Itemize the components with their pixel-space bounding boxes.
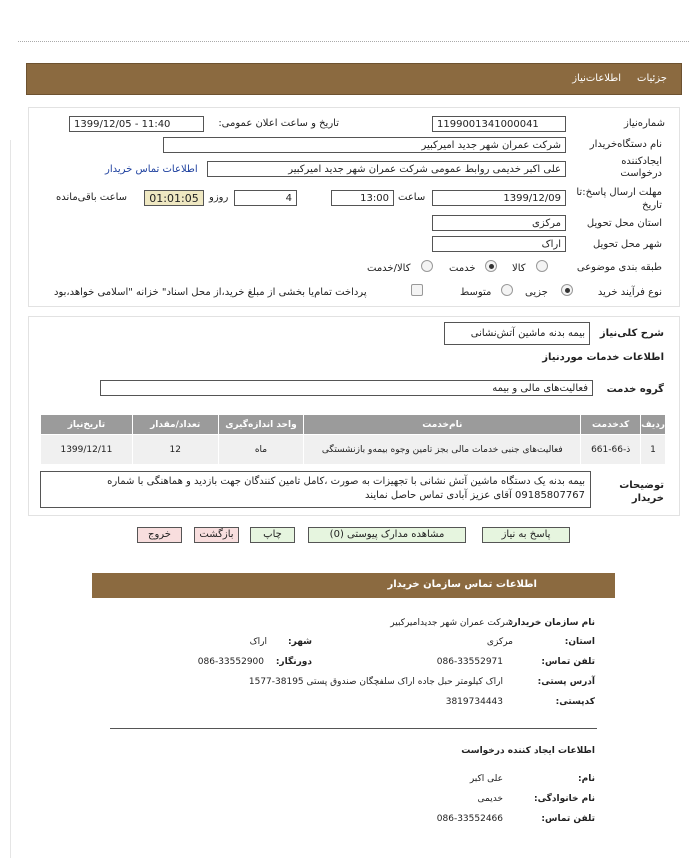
treasury-payment-checkbox[interactable]	[411, 284, 423, 296]
org-province-label: استان:	[564, 637, 595, 647]
org-city-value: اراک	[249, 637, 267, 647]
process-partial-label: جزیی	[525, 287, 548, 298]
province-field[interactable]: مرکزی	[432, 215, 566, 231]
buyer-name-field[interactable]: شرکت عمران شهر جدید امیرکبیر	[163, 137, 566, 153]
cell-quantity: 12	[132, 435, 218, 465]
need-number-field[interactable]: 1199001341000041	[432, 116, 566, 132]
buyer-name-label: نام دستگاه‌خریدار	[589, 139, 662, 150]
category-goods-label: کالا	[512, 263, 526, 274]
need-summary-field[interactable]: بیمه بدنه ماشین آتش‌نشانی	[444, 322, 590, 345]
remaining-time-display: 01:01:05	[144, 190, 204, 206]
table-row[interactable]	[41, 435, 666, 465]
org-city-label: شهر:	[288, 637, 312, 647]
left-border	[10, 140, 11, 858]
process-medium-label: متوسط	[460, 287, 492, 298]
deadline-label: مهلت ارسال پاسخ:تا	[576, 187, 662, 198]
deadline-time-field[interactable]: 13:00	[331, 190, 394, 206]
creator-last-name-value: خدیمی	[477, 794, 503, 804]
creator-label-2: درخواست	[620, 168, 662, 179]
org-contact-title: اطلاعات تماس سازمان خریدار	[387, 579, 537, 590]
org-postal-value: 3819734443	[445, 697, 503, 707]
col-need-date: تاریخ‌نیاز	[41, 415, 133, 435]
services-title: اطلاعات خدمات موردنیاز	[542, 352, 664, 363]
org-address-value: اراک کیلومتر حبل جاده اراک سلفچگان صندوق پستی 38195-1577	[248, 677, 503, 687]
buyer-notes-box	[40, 471, 591, 508]
deadline-date-field[interactable]: 1399/12/09	[432, 190, 566, 206]
buyer-contact-link[interactable]: اطلاعات تماس خریدار	[105, 164, 198, 175]
org-phone-value: 086-33552971	[436, 657, 503, 667]
org-fax-label: دورنگار:	[275, 657, 312, 667]
creator-label: ایجادکننده	[621, 156, 662, 167]
cell-code: ذ-66-661	[581, 435, 641, 465]
service-group-label: گروه خدمت	[606, 384, 664, 395]
table-header-row	[41, 415, 666, 435]
exit-button[interactable]: خروج	[137, 527, 182, 543]
category-goods-service-radio[interactable]	[421, 260, 433, 272]
remaining-time-label: ساعت باقی‌مانده	[56, 192, 128, 203]
view-attachments-button[interactable]: مشاهده مدارک پیوستی (0)	[308, 527, 466, 543]
creator-field[interactable]: علی اکبر خدیمی روابط عمومی شرکت عمران شهر جدید امیرکبیر	[207, 161, 566, 177]
org-phone-label: تلفن تماس:	[541, 657, 595, 667]
process-partial-radio[interactable]	[561, 284, 573, 296]
category-label: طبقه بندی موضوعی	[576, 262, 662, 273]
cell-row: 1	[641, 435, 666, 465]
col-service-name: نام‌خدمت	[304, 415, 581, 435]
cell-need-date: 1399/12/11	[41, 435, 133, 465]
org-fax-value: 086-33552900	[197, 657, 264, 667]
top-divider	[18, 41, 689, 42]
province-label: استان محل تحویل	[586, 218, 662, 229]
reply-button[interactable]: پاسخ به نیاز	[482, 527, 570, 543]
org-address-label: آدرس پستی:	[537, 677, 595, 687]
org-contact-header	[92, 573, 615, 598]
buyer-notes-label-2: خریدار	[631, 493, 664, 504]
service-group-field[interactable]: فعالیت‌های مالی و بیمه	[100, 380, 593, 396]
city-label: شهر محل تحویل	[592, 239, 662, 250]
need-summary-label: شرح کلی‌نیاز	[599, 328, 664, 339]
col-row: ردیف	[641, 415, 666, 435]
creator-first-name-label: نام:	[578, 774, 595, 784]
org-name-value: شرکت عمران شهر جدیدامیرکبیر	[390, 618, 513, 628]
creator-first-name-value: علی اکبر	[469, 774, 503, 784]
announce-datetime-field[interactable]: 1399/12/05 - 11:40	[69, 116, 204, 132]
creator-last-name-label: نام خانوادگی:	[533, 794, 595, 804]
city-field[interactable]: اراک	[432, 236, 566, 252]
announce-label: تاریخ و ساعت اعلان عمومی:	[218, 118, 339, 129]
creator-info-title: اطلاعات ایجاد کننده درخواست	[461, 746, 595, 756]
back-button[interactable]: بازگشت	[194, 527, 239, 543]
tab-details[interactable]: جزئیات	[637, 73, 667, 84]
buyer-notes-line-2: 09185807767 آقای عزیز آبادی تماس حاصل نمایند	[365, 490, 585, 501]
cell-service-name: فعالیت‌های جنبی خدمات مالی بجز تامین وجوه بیمه‌و بازنشستگی	[304, 435, 581, 465]
section-divider	[110, 728, 597, 729]
cell-unit: ماه	[218, 435, 304, 465]
category-service-label: خدمت	[449, 263, 476, 274]
process-medium-radio[interactable]	[501, 284, 513, 296]
org-province-value: مرکزی	[486, 637, 513, 647]
category-goods-service-label: کالا/خدمت	[367, 263, 411, 274]
days-field[interactable]: 4	[234, 190, 297, 206]
services-table	[40, 414, 666, 465]
org-postal-label: کدپستی:	[555, 697, 595, 707]
buyer-notes-label: توضیحات	[619, 480, 664, 491]
col-quantity: تعداد/مقدار	[132, 415, 218, 435]
category-service-radio[interactable]	[485, 260, 497, 272]
days-label: روزو	[209, 192, 229, 203]
deadline-time-label: ساعت	[398, 192, 426, 203]
page-header	[26, 63, 682, 95]
org-name-label: نام سازمان خریدار:	[508, 618, 595, 628]
process-label: نوع فرآیند خرید	[597, 287, 662, 298]
tab-need-info[interactable]: اطلاعات‌نیاز	[572, 73, 621, 84]
treasury-payment-note: پرداخت تمام‌یا بخشی از مبلغ خرید،از محل اسناد" خزانه "اسلامی خواهد،بود	[54, 287, 367, 298]
category-goods-radio[interactable]	[536, 260, 548, 272]
need-number-label: شماره‌نیاز	[624, 118, 665, 129]
col-unit: واحد اندازه‌گیری	[218, 415, 304, 435]
deadline-label-2: تاریخ	[642, 200, 662, 211]
creator-phone-value: 086-33552466	[436, 814, 503, 824]
creator-phone-label: تلفن تماس:	[541, 814, 595, 824]
buyer-notes-line-1: بیمه بدنه یک دستگاه ماشین آتش نشانی با تجهیزات به صورت ،کامل تامین کنندگان جهت بازدید و هماهنگی با شماره	[107, 476, 585, 487]
print-button[interactable]: چاپ	[250, 527, 295, 543]
col-code: کدخدمت	[581, 415, 641, 435]
